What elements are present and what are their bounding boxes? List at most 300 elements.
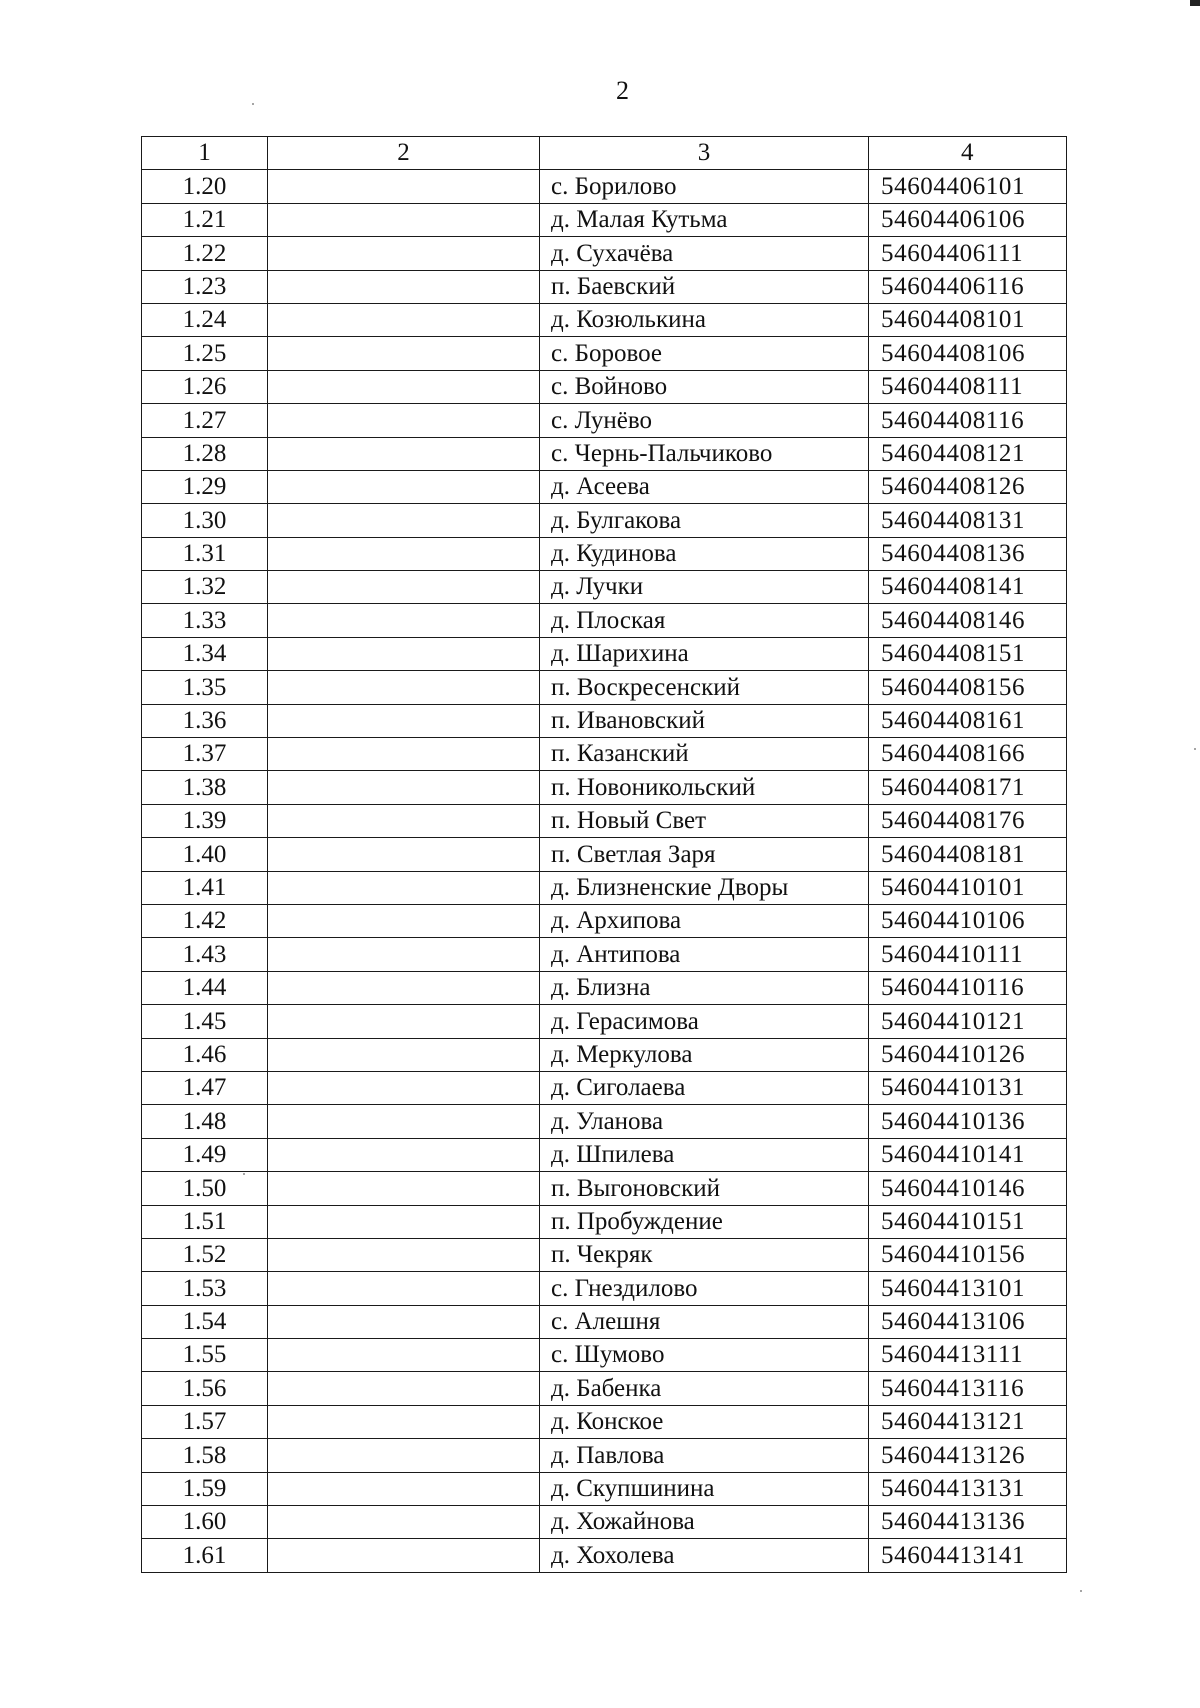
- settlement-name-cell-text: п. Пробуждение: [551, 1207, 723, 1235]
- row-empty-cell: [268, 1205, 540, 1238]
- settlement-name-cell-text: д. Архипова: [551, 907, 682, 935]
- row-number-cell-text: 1.47: [182, 1074, 227, 1102]
- row-number-cell: [142, 1372, 268, 1405]
- row-number-cell: [142, 1272, 268, 1305]
- settlement-code-cell: [869, 1071, 1067, 1104]
- row-number-cell-text: 1.26: [182, 373, 227, 401]
- table-row: [142, 270, 1067, 303]
- settlement-name-cell-text: д. Конское: [551, 1408, 664, 1436]
- settlement-name-cell: [540, 704, 869, 737]
- row-number-cell-text: 1.28: [182, 439, 227, 467]
- settlement-code-cell: [869, 904, 1067, 937]
- row-number-cell-text: 1.27: [182, 406, 227, 434]
- settlement-code-cell-text: 54604408121: [881, 439, 1026, 467]
- settlement-name-cell-text: с. Чернь-Пальчиково: [551, 439, 773, 467]
- row-number-cell: [142, 571, 268, 604]
- row-number-cell: [142, 1138, 268, 1171]
- settlement-name-cell-text: д. Шарихина: [551, 640, 689, 668]
- row-number-cell-text: 1.58: [182, 1441, 227, 1469]
- settlement-name-cell-text: с. Войново: [551, 373, 668, 401]
- settlement-code-cell-text: 54604408161: [881, 707, 1026, 735]
- table-row: [142, 1372, 1067, 1405]
- settlement-code-cell: [869, 237, 1067, 270]
- settlement-name-cell-text: п. Выгоновский: [551, 1174, 721, 1202]
- settlement-name-cell: [540, 237, 869, 270]
- settlement-name-cell: [540, 1339, 869, 1372]
- row-number-cell-text: 1.53: [182, 1274, 227, 1302]
- row-number-cell-text: 1.56: [182, 1374, 227, 1402]
- row-empty-cell: [268, 904, 540, 937]
- row-number-cell-text: 1.57: [182, 1408, 227, 1436]
- settlement-code-cell: [869, 871, 1067, 904]
- settlement-code-cell-text: 54604413116: [881, 1374, 1025, 1402]
- row-number-cell-text: 1.40: [182, 840, 227, 868]
- settlement-name-cell: [540, 370, 869, 403]
- row-number-cell-text: 1.55: [182, 1341, 227, 1369]
- row-empty-cell: [268, 1305, 540, 1338]
- settlement-code-cell: [869, 270, 1067, 303]
- table-row: [142, 470, 1067, 503]
- row-number-cell: [142, 1038, 268, 1071]
- header-cell-4: [869, 137, 1067, 170]
- row-empty-cell: [268, 1472, 540, 1505]
- settlement-code-cell-text: 54604410101: [881, 873, 1026, 901]
- settlement-code-cell: [869, 1405, 1067, 1438]
- row-number-cell: [142, 1339, 268, 1372]
- settlement-code-cell: [869, 637, 1067, 670]
- row-number-cell-text: 1.43: [182, 940, 227, 968]
- row-number-cell: [142, 437, 268, 470]
- row-number-cell: [142, 1305, 268, 1338]
- settlement-name-cell-text: п. Чекряк: [551, 1241, 653, 1269]
- table-row: [142, 303, 1067, 336]
- row-number-cell: [142, 504, 268, 537]
- row-empty-cell: [268, 1539, 540, 1572]
- row-empty-cell: [268, 704, 540, 737]
- settlement-code-cell-text: 54604408111: [881, 373, 1024, 401]
- settlement-code-cell-text: 54604410136: [881, 1107, 1026, 1135]
- row-number-cell: [142, 637, 268, 670]
- settlement-name-cell-text: с. Боровое: [551, 339, 662, 367]
- row-empty-cell: [268, 971, 540, 1004]
- settlement-code-cell-text: 54604410131: [881, 1074, 1026, 1102]
- table-row: [142, 1205, 1067, 1238]
- row-empty-cell: [268, 1405, 540, 1438]
- row-number-cell-text: 1.52: [182, 1241, 227, 1269]
- row-number-cell-text: 1.42: [182, 907, 227, 935]
- settlement-code-cell-text: 54604408176: [881, 807, 1026, 835]
- header-cell-4-text: 4: [960, 139, 975, 167]
- table-row: [142, 771, 1067, 804]
- row-number-cell: [142, 938, 268, 971]
- table-row: [142, 1405, 1067, 1438]
- table-row: [142, 1305, 1067, 1338]
- row-empty-cell: [268, 804, 540, 837]
- settlement-name-cell-text: д. Козюлькина: [551, 306, 706, 334]
- settlement-name-cell: [540, 571, 869, 604]
- settlement-code-cell-text: 54604413141: [881, 1541, 1026, 1569]
- settlement-code-cell: [869, 604, 1067, 637]
- row-empty-cell: [268, 437, 540, 470]
- settlement-code-cell-text: 54604410141: [881, 1141, 1026, 1169]
- table-row: [142, 604, 1067, 637]
- settlement-name-cell-text: с. Шумово: [551, 1341, 665, 1369]
- settlement-code-cell-text: 54604410106: [881, 907, 1026, 935]
- row-empty-cell: [268, 637, 540, 670]
- settlement-name-cell: [540, 1238, 869, 1271]
- settlement-name-cell: [540, 1205, 869, 1238]
- row-number-cell-text: 1.50: [182, 1174, 227, 1202]
- settlement-code-cell: [869, 671, 1067, 704]
- row-number-cell: [142, 738, 268, 771]
- settlement-name-cell-text: д. Бабенка: [551, 1374, 662, 1402]
- settlement-name-cell: [540, 604, 869, 637]
- row-number-cell-text: 1.23: [182, 272, 227, 300]
- settlement-code-cell-text: 54604408101: [881, 306, 1026, 334]
- scan-corner-mark: [1190, 0, 1200, 6]
- row-number-cell: [142, 1439, 268, 1472]
- row-number-cell-text: 1.49: [182, 1141, 227, 1169]
- settlement-code-cell-text: 54604408136: [881, 540, 1026, 568]
- row-number-cell-text: 1.31: [182, 540, 227, 568]
- settlements-table: [141, 136, 1067, 1573]
- settlement-code-cell: [869, 1305, 1067, 1338]
- table-row: [142, 170, 1067, 203]
- row-empty-cell: [268, 1138, 540, 1171]
- row-number-cell: [142, 303, 268, 336]
- settlement-name-cell: [540, 537, 869, 570]
- row-number-cell: [142, 337, 268, 370]
- row-empty-cell: [268, 1272, 540, 1305]
- settlement-name-cell: [540, 637, 869, 670]
- settlement-code-cell: [869, 704, 1067, 737]
- settlement-code-cell-text: 54604406116: [881, 272, 1025, 300]
- row-empty-cell: [268, 237, 540, 270]
- row-number-cell-text: 1.37: [182, 740, 227, 768]
- row-number-cell: [142, 804, 268, 837]
- row-empty-cell: [268, 738, 540, 771]
- table-row: [142, 404, 1067, 437]
- settlement-code-cell: [869, 838, 1067, 871]
- table-row: [142, 1472, 1067, 1505]
- settlement-code-cell: [869, 1005, 1067, 1038]
- scan-speck: [1080, 1590, 1082, 1592]
- settlement-code-cell-text: 54604413131: [881, 1475, 1026, 1503]
- table-row: [142, 1038, 1067, 1071]
- settlement-name-cell: [540, 1305, 869, 1338]
- settlement-name-cell-text: д. Хохолева: [551, 1541, 675, 1569]
- settlement-code-cell: [869, 1038, 1067, 1071]
- settlement-name-cell: [540, 971, 869, 1004]
- row-number-cell-text: 1.33: [182, 606, 227, 634]
- settlement-name-cell-text: д. Плоская: [551, 606, 666, 634]
- header-cell-1: [142, 137, 268, 170]
- table-row: [142, 1172, 1067, 1205]
- settlement-name-cell-text: д. Сиголаева: [551, 1074, 686, 1102]
- settlement-code-cell-text: 54604410146: [881, 1174, 1026, 1202]
- table-row: [142, 437, 1067, 470]
- settlement-name-cell-text: д. Близненские Дворы: [551, 873, 789, 901]
- settlement-name-cell: [540, 1272, 869, 1305]
- settlement-code-cell: [869, 1272, 1067, 1305]
- table-row: [142, 537, 1067, 570]
- row-empty-cell: [268, 1038, 540, 1071]
- settlement-code-cell: [869, 1372, 1067, 1405]
- settlement-code-cell: [869, 1472, 1067, 1505]
- settlement-name-cell-text: д. Герасимова: [551, 1007, 699, 1035]
- settlement-code-cell-text: 54604406111: [881, 239, 1024, 267]
- row-empty-cell: [268, 1005, 540, 1038]
- table-row: [142, 1439, 1067, 1472]
- table-row: [142, 904, 1067, 937]
- settlement-code-cell: [869, 1506, 1067, 1539]
- table-row: [142, 671, 1067, 704]
- settlement-name-cell: [540, 1506, 869, 1539]
- settlement-name-cell: [540, 303, 869, 336]
- settlement-name-cell: [540, 738, 869, 771]
- table-header-row: [142, 137, 1067, 170]
- row-number-cell: [142, 170, 268, 203]
- settlement-name-cell-text: п. Воскресенский: [551, 673, 741, 701]
- row-empty-cell: [268, 1172, 540, 1205]
- row-number-cell: [142, 838, 268, 871]
- settlement-name-cell: [540, 1405, 869, 1438]
- row-empty-cell: [268, 1439, 540, 1472]
- settlement-code-cell: [869, 337, 1067, 370]
- settlement-name-cell-text: д. Сухачёва: [551, 239, 674, 267]
- table-row: [142, 738, 1067, 771]
- table-row: [142, 838, 1067, 871]
- row-number-cell-text: 1.35: [182, 673, 227, 701]
- settlement-code-cell: [869, 1238, 1067, 1271]
- settlement-name-cell-text: д. Павлова: [551, 1441, 665, 1469]
- settlement-name-cell: [540, 1038, 869, 1071]
- table-row: [142, 1138, 1067, 1171]
- table-body: [142, 137, 1067, 1573]
- settlement-name-cell: [540, 270, 869, 303]
- settlement-code-cell-text: 54604413126: [881, 1441, 1026, 1469]
- settlement-name-cell: [540, 1005, 869, 1038]
- settlement-name-cell-text: д. Асеева: [551, 473, 650, 501]
- settlement-name-cell: [540, 1372, 869, 1405]
- settlement-code-cell: [869, 203, 1067, 236]
- row-number-cell: [142, 470, 268, 503]
- row-number-cell: [142, 1506, 268, 1539]
- row-empty-cell: [268, 1506, 540, 1539]
- scan-speck: [1194, 748, 1196, 750]
- row-number-cell-text: 1.44: [182, 974, 227, 1002]
- settlement-code-cell-text: 54604406106: [881, 206, 1026, 234]
- settlement-code-cell-text: 54604406101: [881, 172, 1026, 200]
- settlement-name-cell: [540, 170, 869, 203]
- settlement-code-cell: [869, 1172, 1067, 1205]
- page-number: 2: [616, 76, 629, 105]
- header-cell-2: [268, 137, 540, 170]
- row-number-cell: [142, 1539, 268, 1572]
- settlement-name-cell-text: с. Гнездилово: [551, 1274, 698, 1302]
- row-empty-cell: [268, 671, 540, 704]
- row-empty-cell: [268, 370, 540, 403]
- settlement-name-cell-text: д. Кудинова: [551, 540, 677, 568]
- row-number-cell-text: 1.61: [182, 1541, 227, 1569]
- table-row: [142, 1506, 1067, 1539]
- row-number-cell-text: 1.45: [182, 1007, 227, 1035]
- row-empty-cell: [268, 838, 540, 871]
- row-number-cell: [142, 1071, 268, 1104]
- settlement-code-cell-text: 54604410111: [881, 940, 1024, 968]
- settlement-name-cell: [540, 203, 869, 236]
- row-number-cell: [142, 1405, 268, 1438]
- table-row: [142, 203, 1067, 236]
- table-row: [142, 971, 1067, 1004]
- settlement-name-cell-text: п. Новый Свет: [551, 807, 707, 835]
- settlement-name-cell: [540, 1439, 869, 1472]
- table-row: [142, 637, 1067, 670]
- settlement-name-cell: [540, 804, 869, 837]
- settlement-code-cell-text: 54604408151: [881, 640, 1026, 668]
- row-empty-cell: [268, 1105, 540, 1138]
- settlement-name-cell-text: п. Новоникольский: [551, 773, 756, 801]
- settlement-code-cell-text: 54604408141: [881, 573, 1026, 601]
- settlement-name-cell: [540, 404, 869, 437]
- row-number-cell-text: 1.29: [182, 473, 227, 501]
- table-row: [142, 571, 1067, 604]
- row-number-cell-text: 1.30: [182, 506, 227, 534]
- settlement-code-cell: [869, 1205, 1067, 1238]
- settlement-name-cell-text: д. Булгакова: [551, 506, 682, 534]
- header-cell-1-text: 1: [198, 139, 211, 167]
- row-number-cell-text: 1.51: [182, 1207, 227, 1235]
- row-number-cell: [142, 237, 268, 270]
- settlement-name-cell: [540, 1472, 869, 1505]
- row-empty-cell: [268, 203, 540, 236]
- settlement-code-cell: [869, 404, 1067, 437]
- settlement-code-cell-text: 54604408126: [881, 473, 1026, 501]
- settlement-name-cell-text: д. Близна: [551, 974, 651, 1002]
- settlement-code-cell-text: 54604408131: [881, 506, 1026, 534]
- settlement-name-cell-text: п. Светлая Заря: [551, 840, 716, 868]
- table-row: [142, 938, 1067, 971]
- row-empty-cell: [268, 270, 540, 303]
- row-number-cell: [142, 203, 268, 236]
- settlement-name-cell-text: п. Ивановский: [551, 707, 706, 735]
- settlement-name-cell-text: д. Уланова: [551, 1107, 664, 1135]
- settlement-code-cell: [869, 1439, 1067, 1472]
- row-empty-cell: [268, 504, 540, 537]
- row-empty-cell: [268, 1238, 540, 1271]
- settlement-name-cell-text: д. Хожайнова: [551, 1508, 695, 1536]
- row-number-cell-text: 1.60: [182, 1508, 227, 1536]
- settlement-code-cell: [869, 437, 1067, 470]
- row-empty-cell: [268, 1339, 540, 1372]
- row-empty-cell: [268, 337, 540, 370]
- row-empty-cell: [268, 871, 540, 904]
- settlement-name-cell-text: с. Лунёво: [551, 406, 653, 434]
- table-row: [142, 704, 1067, 737]
- row-number-cell-text: 1.36: [182, 707, 227, 735]
- settlement-code-cell: [869, 170, 1067, 203]
- settlement-code-cell-text: 54604413136: [881, 1508, 1026, 1536]
- table-row: [142, 871, 1067, 904]
- settlement-name-cell: [540, 838, 869, 871]
- settlement-code-cell-text: 54604408181: [881, 840, 1026, 868]
- settlement-name-cell: [540, 938, 869, 971]
- settlement-code-cell: [869, 504, 1067, 537]
- settlement-code-cell: [869, 971, 1067, 1004]
- settlement-code-cell-text: 54604413106: [881, 1308, 1026, 1336]
- settlement-name-cell: [540, 1539, 869, 1572]
- row-empty-cell: [268, 537, 540, 570]
- table-row: [142, 1339, 1067, 1372]
- settlement-name-cell-text: п. Баевский: [551, 272, 676, 300]
- settlement-name-cell-text: д. Лучки: [551, 573, 644, 601]
- table-row: [142, 237, 1067, 270]
- table-row: [142, 804, 1067, 837]
- settlement-code-cell-text: 54604410126: [881, 1040, 1026, 1068]
- table-row: [142, 1105, 1067, 1138]
- settlement-code-cell: [869, 1105, 1067, 1138]
- settlement-name-cell: [540, 437, 869, 470]
- row-number-cell: [142, 1238, 268, 1271]
- row-number-cell-text: 1.59: [182, 1475, 227, 1503]
- row-number-cell: [142, 537, 268, 570]
- row-number-cell-text: 1.46: [182, 1040, 227, 1068]
- row-number-cell-text: 1.22: [182, 239, 227, 267]
- settlement-name-cell-text: д. Антипова: [551, 940, 681, 968]
- row-number-cell-text: 1.39: [182, 807, 227, 835]
- settlement-code-cell-text: 54604408146: [881, 606, 1026, 634]
- row-number-cell: [142, 604, 268, 637]
- row-number-cell: [142, 1105, 268, 1138]
- row-number-cell: [142, 370, 268, 403]
- row-number-cell-text: 1.32: [182, 573, 227, 601]
- settlement-name-cell-text: д. Шпилева: [551, 1141, 675, 1169]
- settlement-code-cell-text: 54604408106: [881, 339, 1026, 367]
- settlement-code-cell-text: 54604408156: [881, 673, 1026, 701]
- row-number-cell: [142, 971, 268, 1004]
- settlement-name-cell: [540, 1172, 869, 1205]
- table-row: [142, 1238, 1067, 1271]
- table-row: [142, 370, 1067, 403]
- row-empty-cell: [268, 170, 540, 203]
- table-row: [142, 1539, 1067, 1572]
- settlement-name-cell: [540, 771, 869, 804]
- row-number-cell: [142, 704, 268, 737]
- settlement-code-cell: [869, 738, 1067, 771]
- header-cell-2-text: 2: [397, 139, 410, 167]
- row-number-cell: [142, 404, 268, 437]
- row-number-cell: [142, 1005, 268, 1038]
- row-number-cell: [142, 1472, 268, 1505]
- settlement-name-cell-text: с. Борилово: [551, 172, 677, 200]
- settlement-name-cell: [540, 337, 869, 370]
- settlement-name-cell-text: д. Меркулова: [551, 1040, 693, 1068]
- settlement-name-cell: [540, 1138, 869, 1171]
- settlement-code-cell: [869, 938, 1067, 971]
- settlement-code-cell-text: 54604410156: [881, 1241, 1026, 1269]
- row-number-cell-text: 1.21: [182, 206, 227, 234]
- row-number-cell-text: 1.48: [182, 1107, 227, 1135]
- settlement-code-cell: [869, 1539, 1067, 1572]
- settlement-code-cell-text: 54604413111: [881, 1341, 1024, 1369]
- settlement-code-cell-text: 54604408171: [881, 773, 1026, 801]
- row-number-cell-text: 1.34: [182, 640, 227, 668]
- row-empty-cell: [268, 1372, 540, 1405]
- table-row: [142, 1071, 1067, 1104]
- header-cell-3: [540, 137, 869, 170]
- row-number-cell-text: 1.54: [182, 1308, 227, 1336]
- row-empty-cell: [268, 771, 540, 804]
